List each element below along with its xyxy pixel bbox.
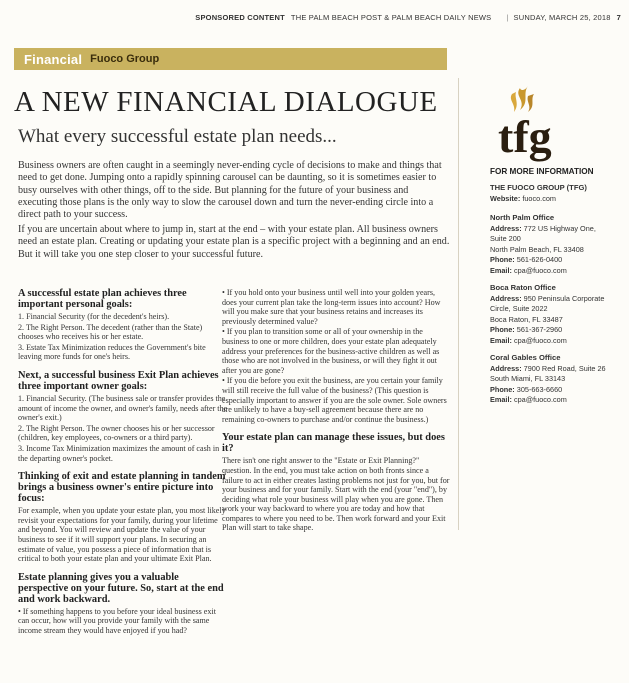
paragraph: There isn't one right answer to the "Estate or Exit Planning?" question. In the end, you must take action on both fronts since a failure to act in either creates lasting problems not just for you, but for your business and for your family. Start with the end (your "end"), by deciding what role your business will play when you are gone. Then work your way backward to where you are today and how that compares to where you need to be. Then work forward and your Exit Plan will start to take shape. [222, 456, 450, 533]
paragraph: For example, when you update your estate plan, you most likely revisit your expectations for your family, during your lifetime and beyond. You will review and update the value of your business to see if it will support your plans. In securing an estimate of value, you possess a piece of information that is critical to both your estate plan and your ultimate Exit Plan. [18, 506, 226, 564]
section-heading: Estate planning gives you a valuable perspective on your future. So, start at the end and work backward. [18, 571, 224, 605]
section-banner [14, 48, 447, 70]
list-item: 1. Financial Security (for the decedent's heirs). [18, 312, 170, 321]
page-header [0, 0, 629, 34]
paragraph: • If you die before you exit the business, are you certain your family will still receive the full value of the business? (This question is especially important to answer if you are the sole owner. Sole owners are unlikely to have a buy-sell agreement because there are no remaining co-owners to purchase and/or continue the business.) [222, 376, 447, 424]
company-block [490, 183, 620, 204]
paragraph: • If you plan to transition some or all of your ownership in the business to one or more children, does your estate plan adequately address your preferences for the business-active children as well as those who are not involved in the business, or will they fight it out after you are gone? [222, 327, 440, 375]
header-divider: | [506, 12, 509, 22]
paragraph: • If something happens to you before your ideal business exit can occur, how will you provide your family with the same income stream they would have enjoyed if you had? [18, 606, 216, 635]
office-phone: Phone: 561-626-0400 [490, 255, 563, 264]
sponsor-name: Fuoco Group [90, 53, 160, 65]
office-city: Boca Raton, FL 33487 [490, 314, 563, 324]
website-link[interactable]: fuoco.com [522, 193, 556, 203]
office-name: Coral Gables Office [490, 353, 561, 362]
office-address: Address: 772 US Highway One, [490, 223, 596, 233]
company-name: THE FUOCO GROUP (TFG) [490, 183, 587, 192]
office-city: North Palm Beach, FL 33408 [490, 244, 584, 254]
list-item: 3. Estate Tax Minimization reduces the Government's bite leaving more funds for one's heirs. [18, 342, 206, 362]
section-heading: Thinking of exit and estate planning in tandem brings a business owner's entire picture into focus: [18, 471, 226, 505]
article-column-left [18, 288, 228, 643]
column-divider [458, 78, 459, 530]
office-email: Email: cpa@fuoco.com [490, 265, 567, 275]
office-address: Address: 7900 Red Road, Suite 26 [490, 363, 606, 373]
section-manage-issues [222, 432, 450, 533]
office-address-line2: Circle, Suite 2022 [490, 304, 548, 313]
email-link[interactable]: cpa@fuoco.com [513, 265, 567, 275]
more-info-heading: FOR MORE INFORMATION [490, 167, 594, 176]
section-heading: A successful estate plan achieves three important personal goals: [18, 288, 187, 310]
office-phone: Phone: 305-663-6660 [490, 384, 563, 394]
section-tandem-planning [18, 471, 228, 564]
website-line: Website: fuoco.com [490, 193, 556, 203]
email-link[interactable]: cpa@fuoco.com [513, 395, 567, 404]
issue-date: SUNDAY, MARCH 25, 2018 [513, 12, 611, 22]
office-address-line2: Suite 200 [490, 234, 521, 243]
email-link[interactable]: cpa@fuoco.com [513, 335, 567, 345]
intro-paragraph-2: If you are uncertain about where to jump in, start at the end – with your estate plan. All business owners need an estate plan. Creating or updating your estate plan is a specific project with a beginning and an end. But it will take you one step closer to your successful future. [18, 224, 450, 260]
section-questions [222, 288, 450, 424]
article-subtitle: What every successful estate plan needs... [18, 126, 337, 147]
section-personal-goals [18, 288, 228, 362]
logo-text: tfg [498, 111, 552, 162]
list-item: 1. Financial Security. (The business sale or transfer provides the amount of income the owner, and owner's family, needs after the owner's exit.) [18, 393, 228, 423]
article-column-right [222, 288, 450, 541]
page-number: 7 [616, 12, 621, 22]
office-boca-raton [490, 283, 620, 346]
office-email: Email: cpa@fuoco.com [490, 335, 567, 345]
section-owner-goals [18, 370, 228, 463]
office-email: Email: cpa@fuoco.com [490, 395, 567, 404]
section-start-at-end [18, 572, 228, 636]
section-label: Financial [24, 51, 83, 67]
paragraph: • If you hold onto your business until well into your golden years, does your current plan take the long-term issues into account? How will you make sure that your business retains and increases its previously determined value? [222, 288, 441, 326]
office-name: Boca Raton Office [490, 283, 556, 292]
office-name: North Palm Office [490, 213, 555, 222]
intro-paragraph-1: Business owners are often caught in a seemingly never-ending cycle of decisions to make and things that need to get done. Jumping onto a rapidly spinning carousel can be daunting, so it is sometimes easier to busy ourselves with other things, off to the side. But planning for the future of your business and executing those plans is the only way to slow the carousel down and turn the never-ending circle into a direct path to your success. [18, 160, 442, 221]
office-phone: Phone: 561-367-2960 [490, 325, 563, 334]
publication-name: THE PALM BEACH POST & PALM BEACH DAILY NEWS [290, 12, 492, 22]
tfg-logo [490, 82, 600, 162]
article-title: A NEW FINANCIAL DIALOGUE [14, 86, 438, 118]
office-north-palm [490, 213, 620, 276]
section-heading: Your estate plan can manage these issues, but does it? [222, 432, 445, 455]
list-item: 2. The Right Person. The owner chooses his or her successor (children, key employees, co-owners or a third party). [18, 423, 215, 443]
list-item: 2. The Right Person. The decedent (rather than the State) chooses who receives his or her estate. [18, 322, 203, 342]
sponsored-label: SPONSORED CONTENT [195, 12, 285, 22]
list-item: 3. Income Tax Minimization maximizes the amount of cash in the departing owner's pocket. [18, 443, 220, 463]
office-city: South Miami, FL 33143 [490, 374, 566, 383]
office-coral-gables [490, 353, 620, 406]
section-heading: Next, a successful business Exit Plan achieves three important owner goals: [18, 369, 219, 392]
office-address: Address: 950 Peninsula Corporate [490, 293, 605, 303]
